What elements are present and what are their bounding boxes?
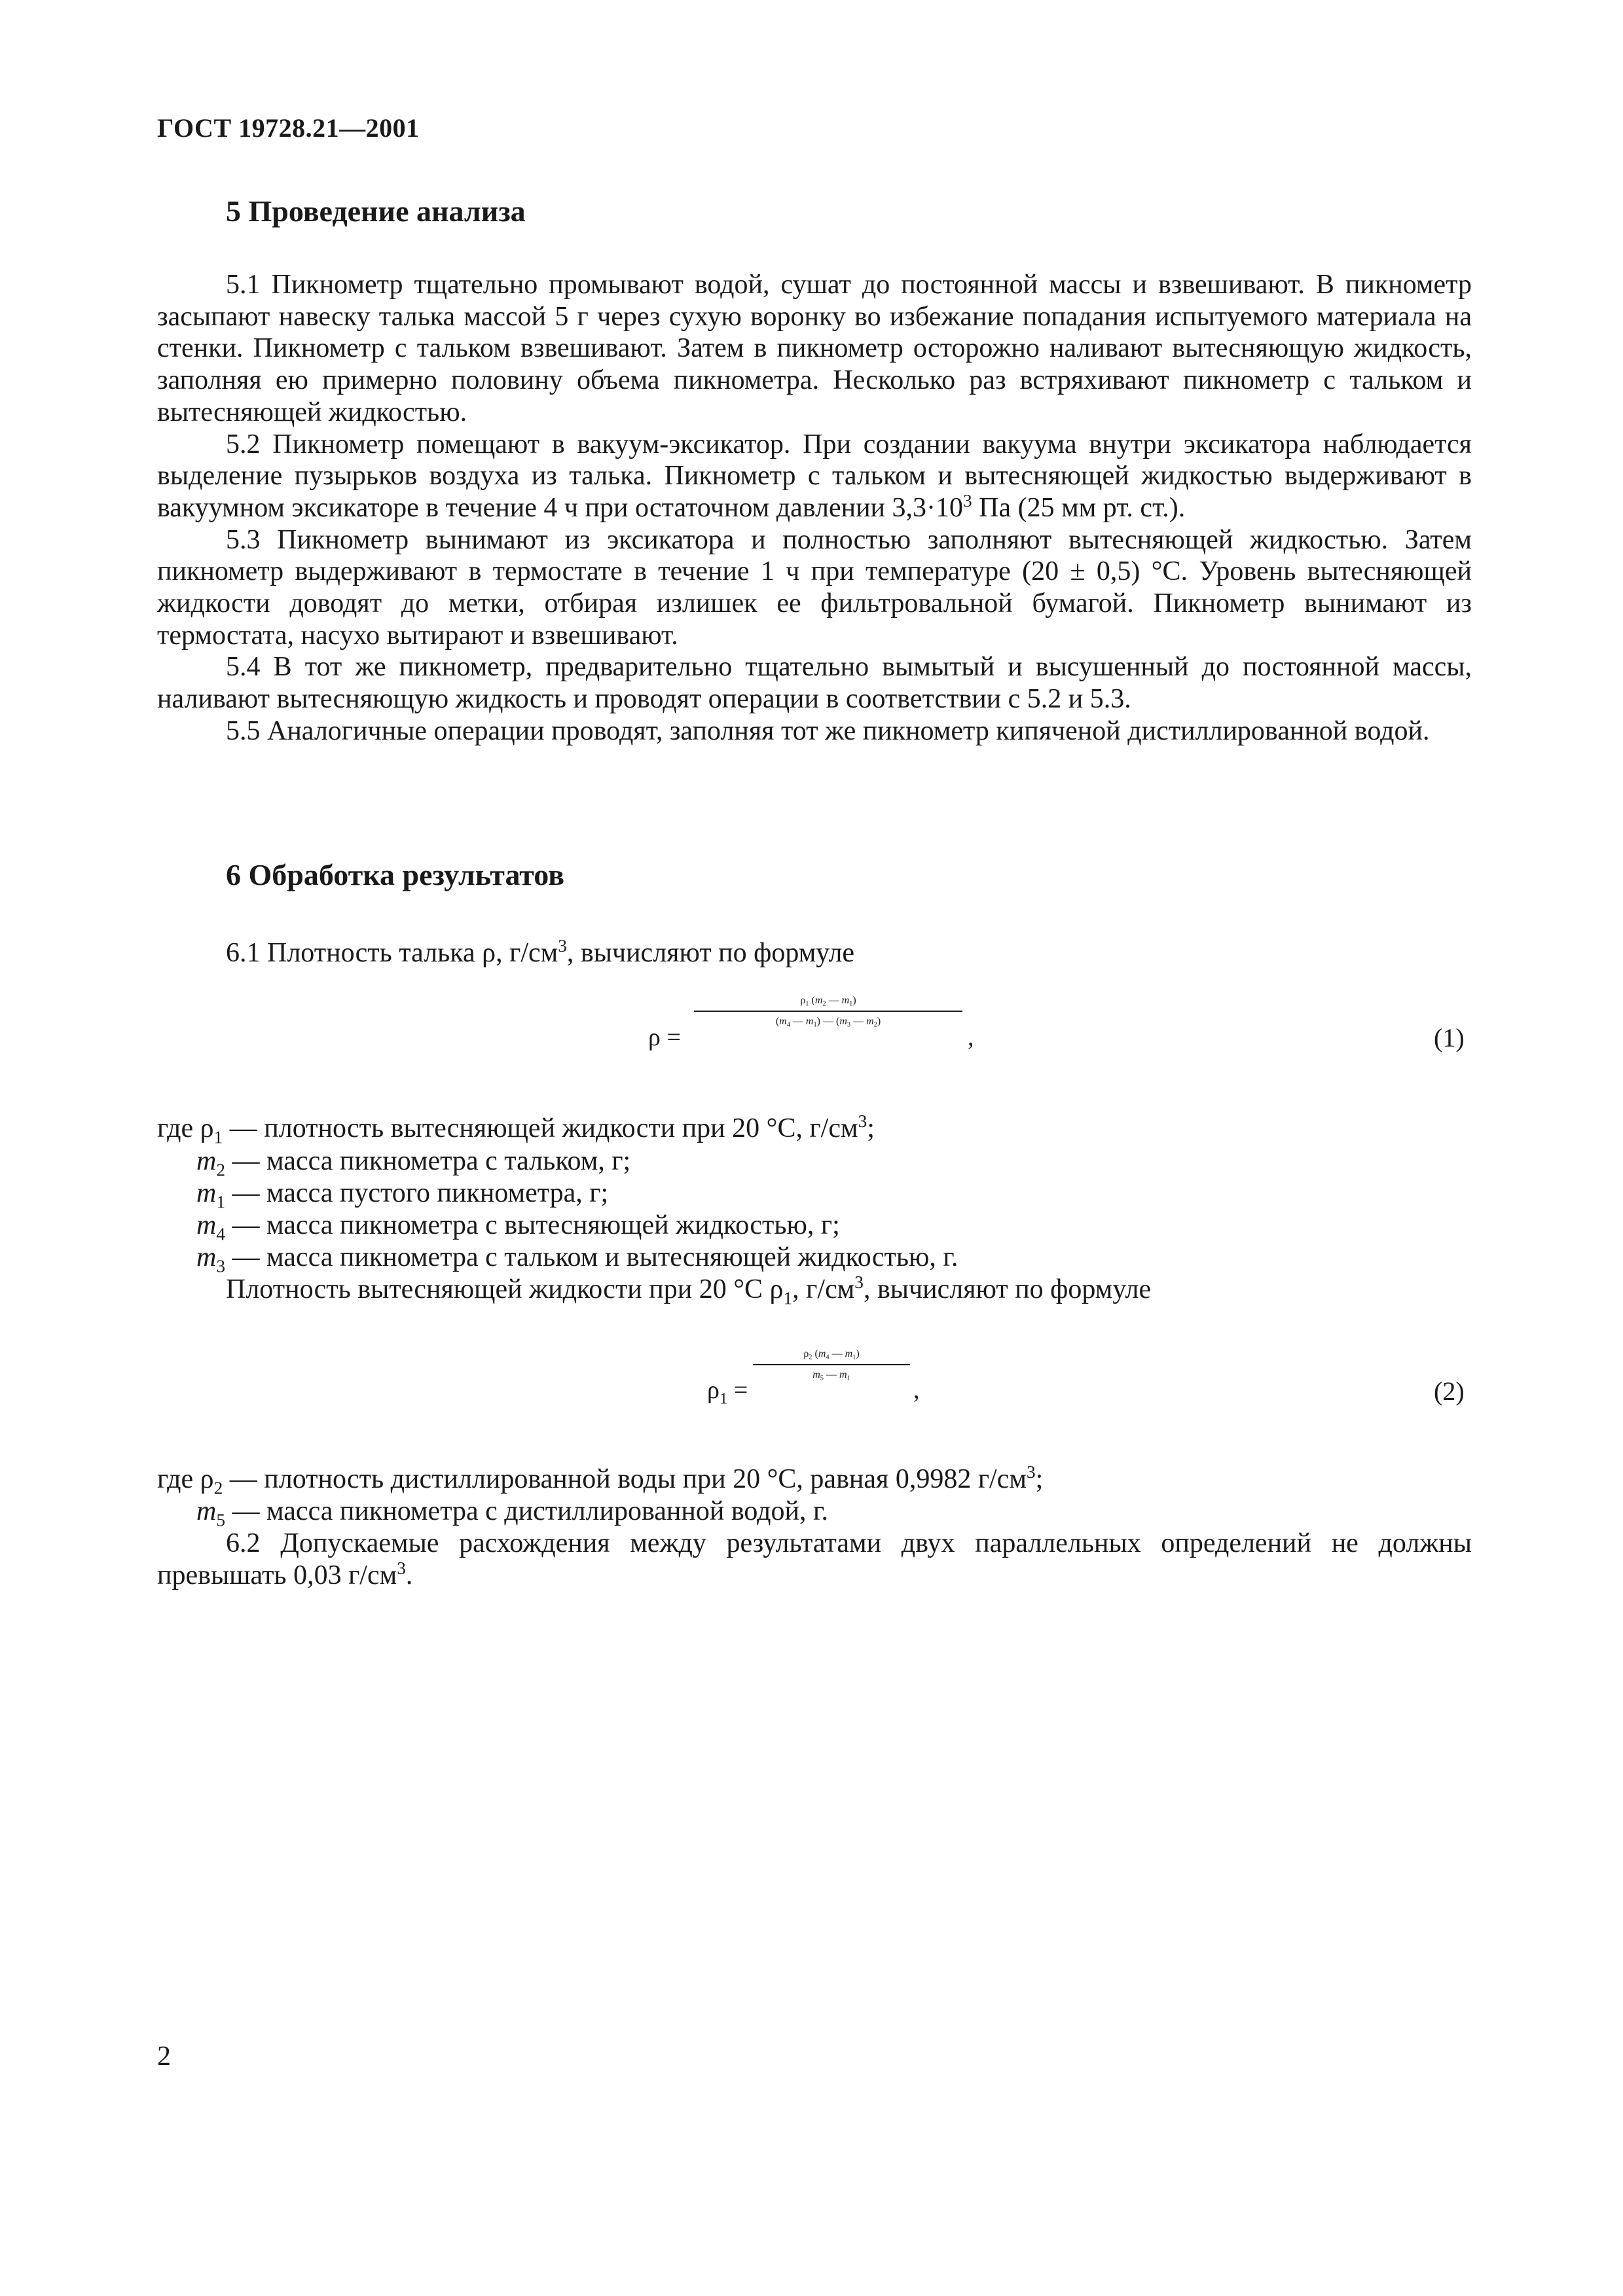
paragraph-5-2: 5.2 Пикнометр помещают в вакуум-эксикатор. При создании вакуума внутри эксикатора наблюдается выделение пузырьков воздуха из талька. Пикнометр с тальком и вытесняющей жидкостью выдерживают в вакуумном эксикаторе в течение 4 ч при остаточном давлении $3,3\cdot 10^3$ Па (25 мм рт. ст.). [157,429,1472,523]
formula-1-number: (1) [1434,1023,1465,1052]
definition-m1: $m_1$ — масса пустого пикнометра, г; [196,1178,609,1212]
page-number: 2 [157,2041,171,2072]
paragraph-5-5: 5.5 Аналогичные операции проводят, заполняя тот же пикнометр кипяченой дистиллированной водой. [226,715,1430,746]
formula-2-lhs: $\rho_1$ = [707,1376,748,1408]
definition-m2: $m_2$ — масса пикнометра с тальком, г; [196,1146,631,1180]
document-page: ГОСТ 19728.21—2001 5 Проведение анализа 5.1 Пикнометр тщательно промывают водой, сушат до постоянной массы и взвешивают. В пикнометр засыпают навеску талька массой 5 г через сухую воронку во избежание попадания испытуемого материала на стенки. Пикнометр с тальком взвешивают. Затем в пикнометр осторожно наливают вытесняющую жидкость, заполняя ею примерно половину объема пикнометра. Несколько раз встряхивают пикнометр с тальком и вытесняющей жидкостью. 5.2 Пикнометр помещают в вакуум-эксикатор. При создании вакуума внутри эксикатора наблюдается выделение пузырьков воздуха из талька. Пикнометр с тальком и вытесняющей жидкостью выдерживают в вакуумном эксикаторе в течение 4 ч при остаточном давлении $3,3\cdot 10^3$ Па (25 мм рт. ст.). 5.3 Пикнометр вынимают из эксикатора и полностью заполняют вытесняющей жидкостью. Затем пикнометр выдерживают в термостате в течение 1 ч при температуре (20 ± 0,5) °С. Уровень вытесняющей жидкости доводят до метки, отбирая излишек ее фильтровальной бумагой. Пикнометр вынимают из термостата, насухо вытирают и взвешивают. 5.4 В тот же пикнометр, предварительно тщательно вымытый и высушенный до постоянной массы, наливают вытесняющую жидкость и проводят операции в соответствии с 5.2 и 5.3. 5.5 Аналогичные операции проводят, заполняя тот же пикнометр кипяченой дистиллированной водой. 6 Обработка результатов 6.1 Плотность талька ρ, $г/см^3$, вычисляют по формуле ρ = $\rho_1$ ($m_2$ — $m_1$) ($m_4$ — $m_1$) — ($m_3$ — $m_2$) , (1) где $\rho_1$ — плотность вытесняющей жидкости при 20 °С, $г/см^3$; $m_2$ — масса пикнометра с тальком, г; $m_1$ — масса пустого пикнометра, г; $m_4$ — масса пикнометра с вытесняющей жидкостью, г; $m_3$ — масса пикнометра с тальком и вытесняющей жидкостью, г. Плотность вытесняющей жидкости при 20 °С $\rho_1$, $г/см^3$, вычисляют по формуле $\rho_1$ = $\rho_2$ ($m_4$ — $m_1$) $m_5$ — $m_1$ , (2) где $\rho_2$ — плотность дистиллированной воды при 20 °С, равная 0,9982 $г/см^3$; $m_5$ — масса пикнометра с дистиллированной водой, г. 6.2 Допускаемые расхождения между результатами двух параллельных определений не должны превышать 0,03 $г/см^3$. 2 [157,113,1472,2072]
definition-m3: $m_3$ — масса пикнометра с тальком и вытесняющей жидкостью, г. [196,1242,958,1276]
paragraph-5-4: 5.4 В тот же пикнометр, предварительно тщательно вымытый и высушенный до постоянной массы, наливают вытесняющую жидкость и проводят операции в соответствии с 5.2 и 5.3. [157,652,1472,715]
section-5-title: 5 Проведение анализа [226,194,526,228]
section-6-title: 6 Обработка результатов [226,858,564,891]
formula-2-number: (2) [1434,1376,1465,1406]
definition-m5: $m_5$ — масса пикнометра с дистиллированной водой, г. [196,1496,829,1530]
formula-1-fraction: $\rho_1$ ($m_2$ — $m_1$) ($m_4$ — $m_1$) — ($m_3$ — $m_2$) [694,995,962,1028]
paragraph-5-3: 5.3 Пикнометр вынимают из эксикатора и полностью заполняют вытесняющей жидкостью. Затем пикнометр выдерживают в термостате в течение 1 ч при температуре (20 ± 0,5) °С. Уровень вытесняющей жидкости доводят до метки, отбирая излишек ее фильтровальной бумагой. Пикнометр вынимают из термостата, насухо вытирают и взвешивают. [157,524,1472,651]
paragraph-6-1-intro: 6.1 Плотность талька ρ, $г/см^3$, вычисляют по формуле [226,936,855,968]
definition-rho1: где $\rho_1$ — плотность вытесняющей жидкости при 20 °С, $г/см^3$; [157,1111,875,1147]
formula-2-fraction: $\rho_2$ ($m_4$ — $m_1$) $m_5$ — $m_1$ [753,1348,910,1381]
document-header: ГОСТ 19728.21—2001 [157,113,420,143]
paragraph-5-1: 5.1 Пикнометр тщательно промывают водой, сушат до постоянной массы и взвешивают. В пикнометр засыпают навеску талька массой 5 г через сухую воронку во избежание попадания испытуемого материала на стенки. Пикнометр с тальком взвешивают. Затем в пикнометр осторожно наливают вытесняющую жидкость, заполняя ею примерно половину объема пикнометра. Несколько раз встряхивают пикнометр с тальком и вытесняющей жидкостью. [157,270,1472,427]
definition-m4: $m_4$ — масса пикнометра с вытесняющей жидкостью, г; [196,1210,840,1244]
paragraph-6-2: 6.2 Допускаемые расхождения между результатами двух параллельных определений не должны превышать 0,03 $г/см^3$. [157,1528,1472,1590]
section-5-body [157,269,1472,747]
paragraph-formula-2-intro: Плотность вытесняющей жидкости при 20 °С $\rho_1$, $г/см^3$, вычисляют по формуле [226,1272,1152,1308]
formula-1-lhs: ρ = [648,1024,681,1051]
definition-rho2: где $\rho_2$ — плотность дистиллированной воды при 20 °С, равная 0,9982 $г/см^3$; [157,1462,1044,1498]
